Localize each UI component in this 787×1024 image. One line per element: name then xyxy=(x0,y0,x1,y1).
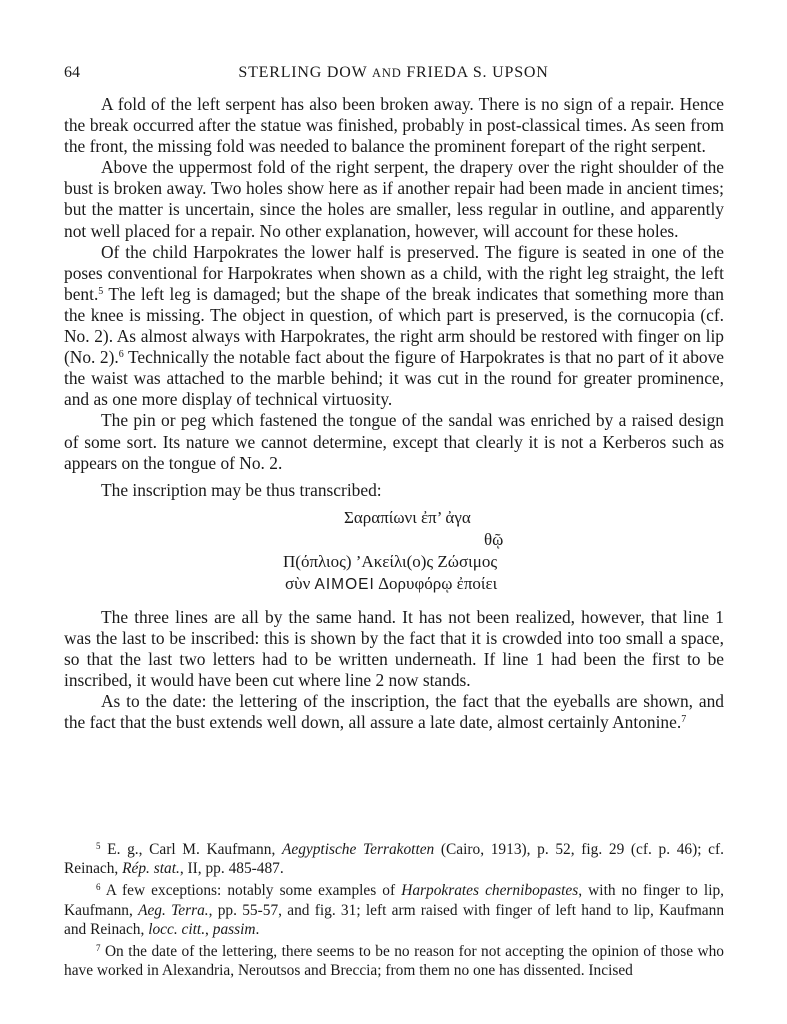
footnote-5-mark: 5 xyxy=(96,841,101,851)
footnote-ref-6: 6 xyxy=(118,349,124,361)
inscription-line-4c: Δορυφόρῳ ἐποίει xyxy=(378,573,498,593)
paragraph-7-text: As to the date: the lettering of the inscription, the fact that the eyeballs are shown, and the fact that the bust extends well down, all assure a late date, almost certainly Antonine. xyxy=(64,691,724,733)
footnote-6-text-a: A few exceptions: notably some examples of xyxy=(100,882,402,900)
paragraph-4: The pin or peg which fastened the tongue of the sandal was enriched by a raised design of some sort. Its nature we cannot determine, except that clearly it is not a Kerberos such as appears on the tongue of No. 2. xyxy=(64,410,724,473)
paragraph-3-part-c: Technically the notable fact about the figure of Harpokrates is that no part of it above the waist was attached to the marble behind; it was cut in the round for greater prominence, and as one more display of technical virtuosity. xyxy=(64,347,724,410)
footnote-6-title-3: locc. citt. xyxy=(148,920,206,938)
footnote-6-title-1: Harpokrates chernibopastes xyxy=(401,882,579,900)
footnote-ref-7: 7 xyxy=(681,714,687,726)
footnote-5-title-1: Aegyptische Terrakotten xyxy=(281,841,435,858)
inscription-line-4a: σὺν xyxy=(285,573,311,593)
footnote-6-text-b: , with no finger to lip, Kaufmann, xyxy=(64,882,725,919)
author-1: STERLING DOW xyxy=(238,64,368,81)
running-header xyxy=(64,64,723,84)
footnote-ref-5: 5 xyxy=(98,285,104,297)
footnote-5-text-b: (Cairo, 1913), p. 52, fig. 29 (cf. p. 46); cf. Reinach, xyxy=(64,841,724,878)
footnote-7-mark: 7 xyxy=(96,943,101,954)
footnote-6-title-2: Aeg. Terra. xyxy=(138,901,209,919)
paragraph-7 xyxy=(64,691,724,733)
footnote-6-title-4: passim xyxy=(212,920,256,938)
running-title xyxy=(64,64,723,82)
inscription-block xyxy=(64,507,724,607)
inscription-line-2: θῷ xyxy=(484,529,504,549)
paragraph-5: The inscription may be thus transcribed: xyxy=(101,479,382,500)
main-text xyxy=(64,94,724,733)
paragraph-3-part-b: The left leg is damaged; but the shape of the break indicates that something more than the knee is missing. The object in question, of which part is preserved, is the cornucopia (cf. No. 2). As almost always with Harpokrates, the right arm should be restored with finger on lip (No. 2). xyxy=(64,283,724,368)
paragraph-3 xyxy=(64,242,724,411)
paragraph-6: The three lines are all by the same hand. It has not been realized, however, that line 1 was the last to be inscribed: this is shown by the fact that it is crowded into too small a space, so that the last two letters had to be written underneath. If line 1 had been the first to be inscribed, it would have been cut where line 2 now stands. xyxy=(64,606,724,691)
footnote-6-text-d: , xyxy=(205,920,213,938)
footnote-5-title-2: Rép. stat. xyxy=(122,860,180,878)
footnote-5 xyxy=(64,840,724,878)
inscription-line-1: Σαραπίωνι ἐπ’ ἀγα xyxy=(344,507,471,527)
paragraph-2: Above the uppermost fold of the right serpent, the drapery over the right shoulder of the bust is broken away. Two holes show here as if another repair had been made in ancient times; but the matter is uncertain, since the holes are smaller, less regular in outline, and apparently not well placed for a repair. No other explanation, however, will account for these holes. xyxy=(64,157,724,241)
footnote-5-text-a: E. g., Carl M. Kaufmann, xyxy=(100,841,282,858)
author-2: FRIEDA S. UPSON xyxy=(406,64,549,81)
and-word: AND xyxy=(372,66,402,80)
footnote-6-text-c: , pp. 55-57, and fig. 31; left arm raised with finger of left hand to lip, Kaufmann and Reinach, xyxy=(64,901,725,938)
inscription-line-4b: ΑΙΜΟΕΙ xyxy=(314,575,375,593)
footnote-5-text-c: , II, pp. 485-487. xyxy=(179,860,284,878)
footnotes xyxy=(64,840,724,980)
footnote-7-text: On the date of the lettering, there seems to be no reason for not accepting the opinion of those who have worked in Alexandria, Neroutsos and Breccia; from them no one has dissented. Incised xyxy=(64,943,724,980)
footnote-6 xyxy=(64,881,724,939)
footnote-6-mark: 6 xyxy=(96,882,101,893)
paragraph-3-part-a: Of the child Harpokrates the lower half is preserved. The figure is seated in one of the poses conventional for Harpokrates when shown as a child, with the right leg straight, the left bent. xyxy=(64,241,724,304)
footnote-6-text-e: . xyxy=(255,920,260,938)
page-number: 64 xyxy=(64,64,80,81)
paragraph-1: A fold of the left serpent has also been broken away. There is no sign of a repair. Hence the break occurred after the statue was finished, probably in post-classical times. As seen from the front, the missing fold was needed to balance the prominent forepart of the right serpent. xyxy=(64,94,724,157)
footnote-7 xyxy=(64,942,724,980)
inscription-line-3: Π(όπλιος) ’Ακείλι(ο)ς Ζώσιμος xyxy=(283,551,498,571)
inscription-line-4 xyxy=(285,573,497,595)
